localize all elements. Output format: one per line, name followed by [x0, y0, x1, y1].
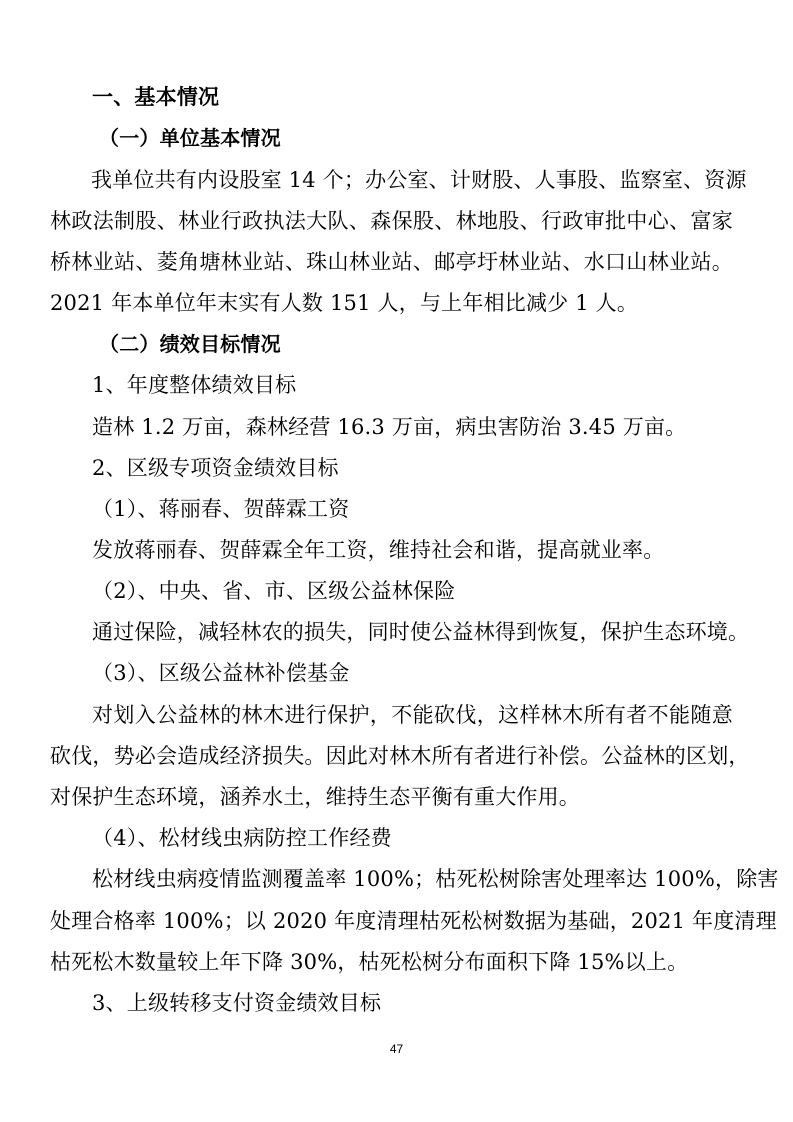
paragraph-line: 砍伐，势必会造成经济损失。因此对林木所有者进行补偿。公益林的区划， [50, 744, 750, 768]
item-heading-transfer-funds: 3、上级转移支付资金绩效目标 [92, 991, 382, 1015]
paragraph-line: 对保护生态环境，涵养水土，维持生态平衡有重大作用。 [50, 785, 580, 809]
sub-item-heading-3: （3）、区级公益林补偿基金 [92, 661, 350, 685]
paragraph-line: 造林 1.2 万亩，森林经营 16.3 万亩，病虫害防治 3.45 万亩。 [92, 415, 687, 439]
sub-item-heading-1: （1）、蒋丽春、贺薛霖工资 [92, 497, 350, 521]
page-number: 47 [389, 1042, 404, 1056]
paragraph-line: 枯死松木数量较上年下降 30%，枯死松树分布面积下降 15%以上。 [50, 950, 689, 974]
paragraph-line: 林政法制股、林业行政执法大队、森保股、林地股、行政审批中心、富家 [50, 209, 733, 233]
subsection-heading-performance: （二）绩效目标情况 [99, 332, 281, 356]
paragraph-line: 2021 年本单位年末实有人数 151 人，与上年相比减少 1 人。 [50, 291, 639, 315]
paragraph-line: 处理合格率 100%；以 2020 年度清理枯死松树数据为基础，2021 年度清理 [50, 909, 777, 933]
paragraph-line: 我单位共有内设股室 14 个；办公室、计财股、人事股、监察室、资源 [91, 168, 747, 192]
paragraph-line: 发放蒋丽春、贺薛霖全年工资，维持社会和谐，提高就业率。 [92, 538, 665, 562]
item-heading-annual-target: 1、年度整体绩效目标 [92, 373, 297, 397]
paragraph-line: 对划入公益林的林木进行保护，不能砍伐，这样林木所有者不能随意 [92, 703, 733, 727]
sub-item-heading-2: （2）、中央、省、市、区级公益林保险 [92, 579, 456, 603]
paragraph-line: 桥林业站、菱角塘林业站、珠山林业站、邮亭圩林业站、水口山林业站。 [50, 250, 733, 274]
sub-item-heading-4: （4）、松材线虫病防控工作经费 [92, 826, 392, 850]
paragraph-line: 通过保险，减轻林农的损失，同时使公益林得到恢复，保护生态环境。 [92, 620, 750, 644]
item-heading-district-funds: 2、区级专项资金绩效目标 [92, 456, 339, 480]
subsection-heading-unit-info: （一）单位基本情况 [99, 126, 281, 150]
paragraph-line: 松材线虫病疫情监测覆盖率 100%；枯死松树除害处理率达 100%，除害 [92, 867, 779, 891]
section-heading-basic-info: 一、基本情况 [92, 85, 220, 109]
